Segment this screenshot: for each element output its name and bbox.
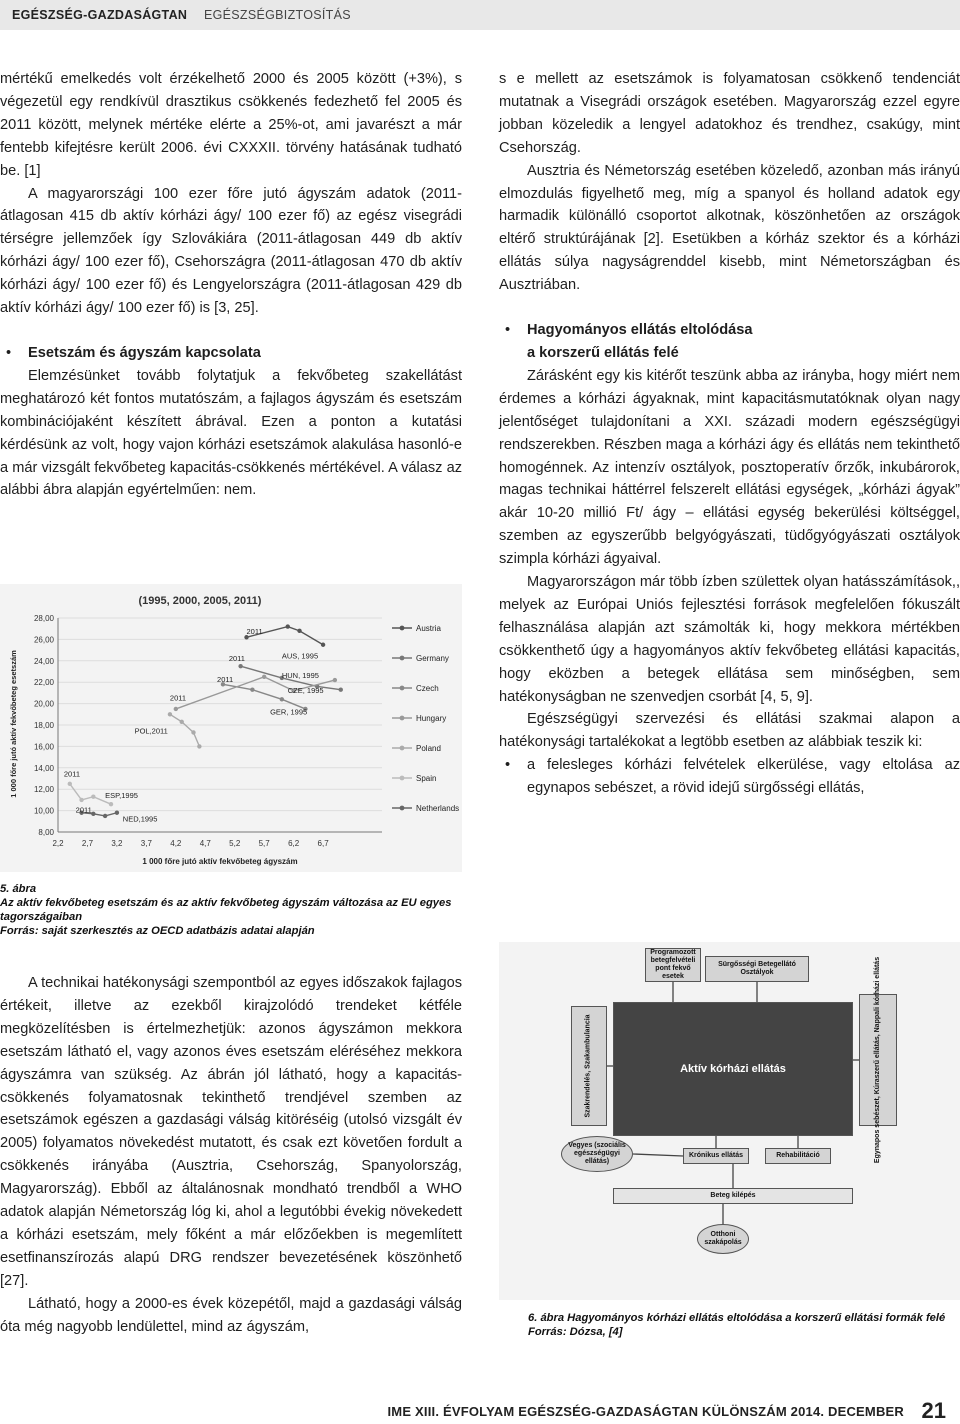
y-tick-label: 24,00 bbox=[33, 656, 54, 666]
figure-title: 6. ábra Hagyományos kórházi ellátás eltolódása a korszerű ellátási formák felé bbox=[528, 1312, 946, 1324]
paragraph: Egészségügyi szervezési és ellátási szakmai alapon a hatékonysági tartalékokat a legtöbb esetben az alábbiak teszik ki: bbox=[499, 711, 960, 751]
paragraph: Látható, hogy a 2000-es évek közepétől, majd a gazdasági válság óta még nagyobb lendülettel, mind az ágyszám, bbox=[0, 1295, 462, 1335]
left-column-bottom bbox=[0, 972, 462, 1339]
data-point-spain bbox=[109, 802, 113, 806]
figure-5 bbox=[0, 584, 462, 872]
y-tick-label: 18,00 bbox=[33, 721, 54, 730]
y-tick-label: 22,00 bbox=[33, 678, 54, 688]
bullet-text: a felesleges kórházi felvételek elkerülése, vagy eltolása az egynapos sebészet, a rövid idejű sürgősségi ellátás, bbox=[527, 757, 960, 797]
data-point-poland bbox=[197, 744, 201, 748]
diagram-box-chronic: Krónikus ellátás bbox=[683, 1148, 749, 1164]
diagram-box-outpatient: Szakrendelés, Szakambulancia bbox=[571, 1006, 607, 1126]
legend-label: Netherlands bbox=[416, 804, 460, 813]
bullet-item: • Esetszám és ágyszám kapcsolata bbox=[6, 344, 261, 361]
data-point-poland bbox=[168, 712, 172, 716]
header-section: EGÉSZSÉG-GAZDASÁGTAN bbox=[12, 8, 188, 22]
section-heading: Hagyományos ellátás eltolódása bbox=[527, 322, 753, 339]
data-point-hungary bbox=[262, 675, 266, 679]
bullet-item: • a felesleges kórházi felvételek elkerülése, vagy eltolása az egynapos sebészet, a rövid idejű sürgősségi ellátás, bbox=[505, 757, 960, 797]
data-point-poland bbox=[180, 720, 184, 724]
section-heading: Esetszám és ágyszám kapcsolata bbox=[28, 344, 261, 361]
x-tick-label: 4,2 bbox=[170, 839, 182, 848]
x-tick-label: 5,7 bbox=[258, 839, 270, 848]
legend-label: Austria bbox=[416, 624, 441, 633]
figure-6 bbox=[499, 942, 960, 1300]
data-label: 2011 bbox=[63, 769, 81, 779]
data-label: ESP,1995 bbox=[105, 790, 138, 800]
x-tick-label: 2,7 bbox=[81, 839, 94, 848]
legend-marker bbox=[400, 716, 405, 721]
x-axis-label: 1 000 főre jutó aktív fekvőbeteg ágyszám bbox=[142, 857, 298, 866]
legend-marker bbox=[400, 746, 405, 751]
y-tick-label: 16,00 bbox=[33, 742, 54, 752]
figure-5-caption bbox=[0, 882, 462, 938]
diagram-ellipse-homecare: Otthoni szakápolás bbox=[697, 1224, 749, 1254]
data-point-austria bbox=[297, 629, 301, 633]
data-label: 2011 bbox=[75, 805, 92, 815]
figure-number: 5. ábra bbox=[0, 883, 37, 895]
legend-marker bbox=[400, 656, 405, 661]
paragraph: Zárásként egy kis kitérőt teszünk abba az irányba, hogy miért nem érdemes a kórházi ágyaknak, mint kapacitásmutatóknak olyan nagy jelentőséget tulajdonítani a XXI. századi modern egészségügyi rendszerekben. Részben maga a kórházi ágy és ellátás nem tekinthető homogénnek. Az intenzív osztályok, posztoperatív őrzők, inkubárorok, magas technikai háttérrel felszerelt ellátási egységek, „kórházi ágyak” akár 10-20 millió Ft/ ágy – ellátási egység bekerülési költséggel, szemben az egyszerűbb belgyógyászati, tüdőgyógyászati osztályok szimpla kórházi ágyaival. bbox=[499, 367, 960, 568]
data-label: POL,2011 bbox=[134, 726, 168, 736]
footer-journal: IME XIII. ÉVFOLYAM EGÉSZSÉG-GAZDASÁGTAN KÜLÖNSZÁM 2014. DECEMBER bbox=[387, 1404, 904, 1419]
header-subsection: EGÉSZSÉGBIZTOSÍTÁS bbox=[204, 8, 351, 22]
data-point-czech bbox=[250, 687, 254, 691]
paragraph: A magyarországi 100 ezer főre jutó ágyszám adatok (2011-átlagosan 415 db aktív kórházi ágy/ 100 ezer fő) az egész visegrádi térségre jellemzőek így Szlovákiára (2011-átlagosan 449 db aktív kórházi ágy/ 100 ezer fő), Csehországra (2011-átlagosan 470 db aktív kórházi ágy/ 100 ezer fő) és Lengyelországra (2011-átlagosan 429 db aktív kórházi ágy/ 100 ezer fő) is [3, 25]. bbox=[0, 185, 462, 317]
diagram-box-active-care: Aktív kórházi ellátás bbox=[613, 1002, 853, 1136]
data-point-poland bbox=[191, 730, 195, 734]
bullet-item: • Hagyományos ellátás eltolódása bbox=[505, 322, 753, 339]
series-line-poland bbox=[170, 714, 199, 746]
data-point-spain bbox=[91, 794, 95, 798]
data-label: HUN, 1995 bbox=[281, 670, 319, 680]
y-tick-label: 14,00 bbox=[33, 763, 54, 773]
paragraph: Magyarországon már több ízben születtek olyan hatásszámítások,, melyek az Európai Uniós fejlesztési források megfelelően fókuszált felhasználása alapján azt számolták ki, hogy mekkora mértékben csökkenthető úgy a hagyományos aktív fekvőbeteg ellátási kapacitás, hogy eközben a betegek ellátása sem minőségben, sem hatékonyságban ne szenvedjen csorbát [4, 5, 9]. bbox=[499, 574, 960, 705]
paragraph: Elemzésünket tovább folytatjuk a fekvőbeteg szakellátást meghatározó két fontos mutatószám, a fajlagos ágyszám és esetszám kombinációjaként készített ábrával. Ezen a ponton a kutatási kérdésünk az volt, hogy vajon kórházi esetszámok alakulása hasonló-e a már vizsgált fekvőbeteg kapacitás-csökkenés mértékével. A válasz az alábbi ábra alapján egyértelműen: nem. bbox=[0, 367, 462, 499]
section-heading-line2: a korszerű ellátás felé bbox=[527, 344, 679, 361]
y-axis-label: 1 000 főre jutó aktív fekvőbeteg esetszám bbox=[9, 650, 18, 798]
figure-source: Forrás: Dózsa, [4] bbox=[528, 1326, 623, 1338]
diagram-ellipse-mixed: Vegyes (szociális egészségügyi ellátás) bbox=[561, 1136, 633, 1172]
data-label: 2011 bbox=[228, 653, 245, 663]
x-tick-label: 5,2 bbox=[229, 839, 241, 848]
figure-6-caption bbox=[528, 1311, 948, 1339]
y-tick-label: 28,00 bbox=[33, 614, 54, 623]
left-column-top bbox=[0, 68, 462, 502]
x-tick-label: 4,7 bbox=[199, 839, 211, 848]
legend-label: Poland bbox=[416, 744, 441, 753]
legend-marker bbox=[400, 806, 405, 811]
legend-label: Czech bbox=[416, 684, 439, 693]
x-tick-label: 6,7 bbox=[317, 839, 329, 848]
legend-label: Hungary bbox=[416, 714, 447, 723]
data-point-austria bbox=[321, 643, 325, 647]
y-tick-label: 26,00 bbox=[33, 635, 54, 645]
figure-title: Az aktív fekvőbeteg esetszám és az aktív fekvőbeteg ágyszám változása az EU egyes tagországaiban bbox=[0, 897, 452, 923]
paragraph: A technikai hatékonysági szempontból az egyes időszakok fajlagos értékeit, illetve az ezekből kirajzolódó trendeket kétféle megközelítésben is értelmezhetjük: azonos ágyszámon mekkora esetszám látható el, vagy azonos éves esetszám eléréséhez mekkora ágyszámra van szükség. Az ábrán jól látható, hogy a kapacitás-csökkenés folyamatosnak tekinthető trendjével szemben az esetszámok egészen a gazdasági válság kitöréséig (utolsó vizsgált év 2005) folyamatos növekedést mutatott, és csak ezt követően fordult a csökkenés irányába (Ausztria, Csehország, Spanyolország, Magyarország). Ebből az általánosnak mondható trendből a WHO adatok alapján Németország lóg ki, ahol a legutóbbi évekig növekedett a kórházi esetszám, mely főként a már előzőekben is megemlített esetfinanszírozás alapú DRG rendszer bevezetésének köszönhető [27]. bbox=[0, 975, 462, 1289]
diagram-box-programmed: Programozott betegfelvételi pont fekvő esetek bbox=[645, 948, 701, 982]
x-tick-label: 2,2 bbox=[52, 839, 64, 848]
x-tick-label: 6,2 bbox=[288, 839, 300, 848]
legend-marker bbox=[400, 686, 405, 691]
data-label: CZE, 1995 bbox=[287, 685, 324, 695]
diagram-box-urgent: Sürgősségi Betegellátó Osztályok bbox=[705, 956, 809, 982]
data-point-hungary bbox=[174, 707, 178, 711]
data-label: 2011 bbox=[246, 627, 263, 637]
scatter-chart bbox=[0, 584, 462, 872]
data-label: 2011 bbox=[169, 693, 187, 703]
y-tick-label: 10,00 bbox=[33, 806, 54, 816]
x-tick-label: 3,7 bbox=[140, 839, 152, 848]
legend-label: Germany bbox=[416, 654, 449, 663]
y-tick-label: 8,00 bbox=[38, 828, 54, 837]
data-label: AUS, 1995 bbox=[281, 651, 319, 661]
data-point-netherlands bbox=[115, 811, 119, 815]
legend-label: Spain bbox=[416, 774, 437, 783]
data-point-germany bbox=[339, 687, 343, 691]
data-point-hungary bbox=[333, 678, 337, 682]
data-point-netherlands bbox=[103, 814, 107, 818]
data-point-czech bbox=[280, 697, 284, 701]
diagram-box-rehab: Rehabilitáció bbox=[765, 1148, 831, 1164]
y-tick-label: 20,00 bbox=[33, 699, 54, 709]
page-header bbox=[0, 0, 960, 30]
right-column bbox=[499, 68, 960, 800]
paragraph: s e mellett az esetszámok is folyamatosan csökkenő tendenciát mutatnak a Visegrádi országok esetében. Magyarország ezzel egyre jobban közeledik a lengyel adatokhoz és trendhez, csakúgy, mint Csehország. bbox=[499, 71, 960, 156]
figure-source: Forrás: saját szerkesztés az OECD adatbázis adatai alapján bbox=[0, 925, 315, 937]
legend-marker bbox=[400, 626, 405, 631]
diagram-box-exit: Beteg kilépés bbox=[613, 1188, 853, 1204]
x-tick-label: 3,2 bbox=[111, 839, 123, 848]
data-label: GER, 1995 bbox=[270, 707, 308, 717]
data-label: 2011 bbox=[217, 675, 234, 685]
data-point-spain bbox=[68, 782, 72, 786]
page-footer bbox=[0, 1398, 960, 1423]
legend-marker bbox=[400, 776, 405, 781]
data-point-spain bbox=[79, 798, 83, 802]
diagram-box-day-surgery: Egynapos sebészet, Kúraszerű ellátás, Nappali kórházi ellátás bbox=[859, 994, 897, 1126]
data-label: NED,1995 bbox=[122, 814, 158, 824]
data-point-austria bbox=[286, 624, 290, 628]
chart-title: (1995, 2000, 2005, 2011) bbox=[138, 595, 262, 607]
page-number: 21 bbox=[921, 1398, 946, 1423]
data-point-germany bbox=[238, 664, 242, 668]
paragraph: mértékű emelkedés volt érzékelhető 2000 és 2005 között (+3%), s végezetül egy rendkívül drasztikus csökkenés fedezhető fel 2005 és 2011 között, melynek mértéke elérte a 25%-ot, ami javarészt a már fentebb kifejtésre került 2006. évi CXXXII. törvény hatásának tudható be. [1] bbox=[0, 71, 462, 179]
paragraph: Ausztria és Németország esetében közeledő, azonban más irányú elmozdulás figyelhető meg, míg a spanyol és holland adatok egy harmadik különálló csoportot alkotnak, köszönhetően az országok eltérő struktúrájának [2]. Esetükben a kórház szektor és a kórházi ellátás súlya nagyságrenddel kisebb, mint Németországban és Ausztriában. bbox=[499, 162, 960, 294]
y-tick-label: 12,00 bbox=[33, 785, 54, 795]
